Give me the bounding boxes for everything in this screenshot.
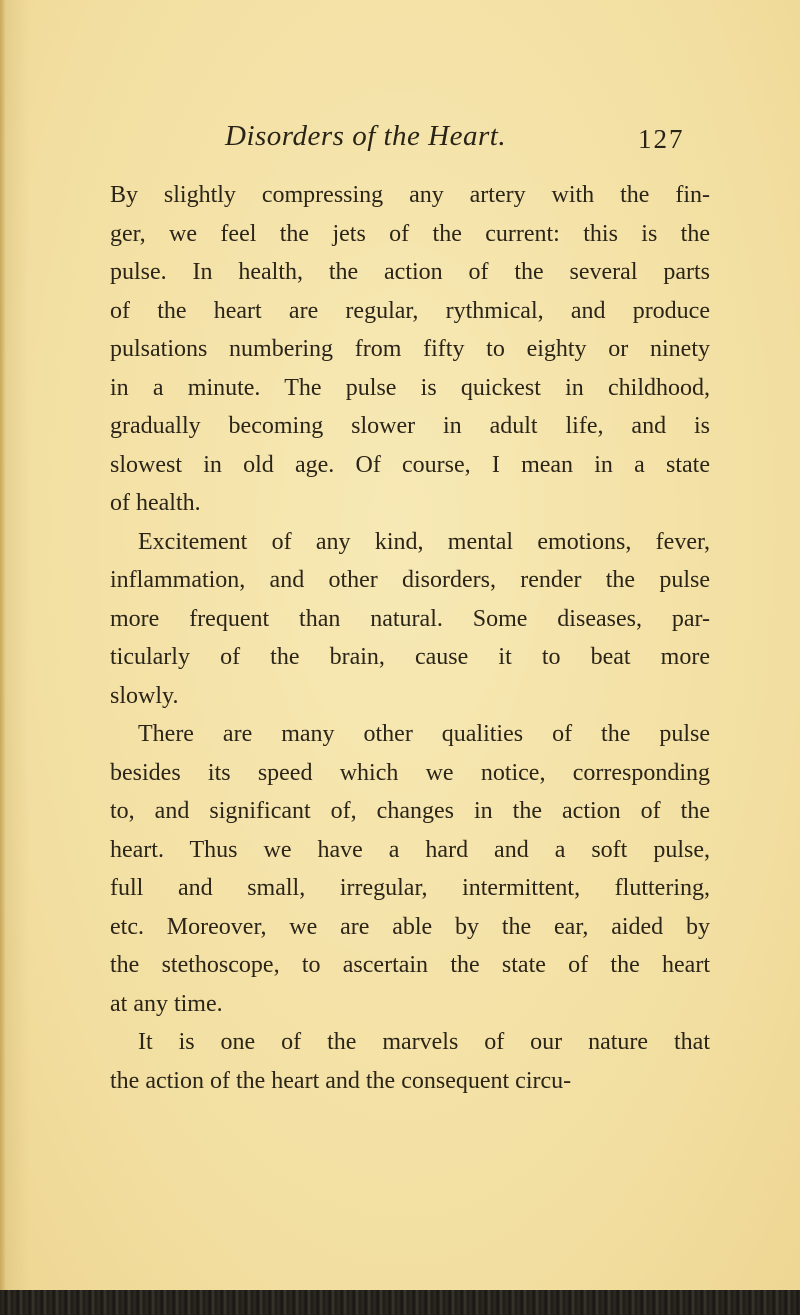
text-line: ticularly of the brain, cause it to beat more [110, 644, 710, 670]
text-line: at any time. [110, 990, 223, 1017]
text-line: Excitement of any kind, mental emotions, fever, [138, 528, 710, 555]
text-line: pulsations numbering from fifty to eighty or ninety [110, 336, 710, 362]
text-line: heart. Thus we have a hard and a soft pulse, [110, 836, 710, 863]
text-line: gradually becoming slower in adult life, and is [110, 413, 710, 439]
text-line: in a minute. The pulse is quickest in childhood, [110, 374, 710, 401]
body-text [110, 176, 710, 1100]
paragraph-3 [110, 715, 710, 1023]
page-number: 127 [638, 124, 685, 154]
paragraph-2 [110, 523, 710, 716]
text-line: By slightly compressing any artery with the fin- [110, 182, 710, 208]
text-line: There are many other qualities of the pulse [138, 721, 710, 747]
text-line: slowly. [110, 682, 179, 709]
running-title: Disorders of the Heart. [225, 120, 507, 152]
book-binding-strip [0, 1290, 800, 1315]
text-line: etc. Moreover, we are able by the ear, aided by [110, 913, 710, 940]
text-line: It is one of the marvels of our nature that [138, 1029, 710, 1055]
text-line: the action of the heart and the consequent circu- [110, 1067, 572, 1094]
text-line: the stethoscope, to ascertain the state of the heart [110, 952, 710, 978]
text-line: inflammation, and other disorders, render the pulse [110, 567, 710, 593]
text-line: to, and significant of, changes in the action of the [110, 798, 710, 824]
text-line: ger, we feel the jets of the current: this is the [110, 220, 710, 247]
text-line: pulse. In health, the action of the several parts [110, 259, 710, 285]
paragraph-1 [110, 176, 710, 523]
paragraph-4 [110, 1023, 710, 1100]
text-line: slowest in old age. Of course, I mean in a state [110, 451, 710, 478]
running-head [0, 120, 800, 170]
text-line: more frequent than natural. Some diseases, par- [110, 605, 710, 632]
text-line: besides its speed which we notice, corresponding [110, 759, 710, 786]
text-line: of health. [110, 490, 201, 516]
text-line: full and small, irregular, intermittent, fluttering, [110, 875, 710, 901]
page-edge-shadow [0, 0, 6, 1315]
text-line: of the heart are regular, rythmical, and produce [110, 297, 710, 324]
